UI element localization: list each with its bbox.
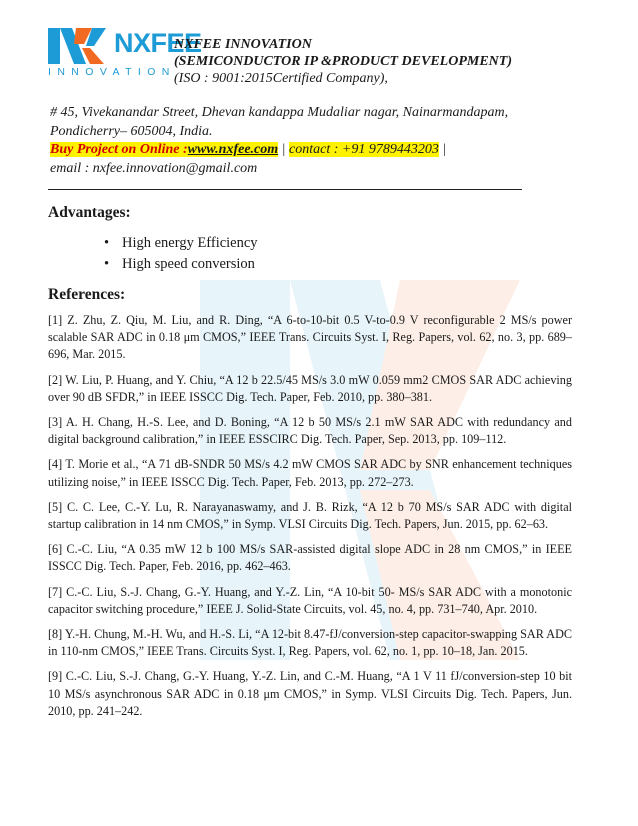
reference-item: [6] C.-C. Liu, “A 0.35 mW 12 b 100 MS/s SAR-assisted digital slope ADC in 28 nm CMOS,” in IEEE ISSCC Dig. Tech. Paper, Feb. 2016, pp. 462–463.	[48, 542, 572, 574]
header-divider	[48, 189, 522, 190]
company-name: NXFEE INNOVATION	[174, 37, 312, 52]
contact-phone: contact : +91 9789443203	[289, 142, 439, 157]
reference-item: [8] Y.-H. Chung, M.-H. Wu, and H.-S. Li, “A 12-bit 8.47-fJ/conversion-step capacitor-swapping SAR ADC in 110-nm CMOS,” IEEE Trans. Circuits Syst. I, Reg. Papers, vol. 62, no. 1, pp. 10–18, Jan. 2015.	[48, 627, 572, 659]
list-item: • High energy Efficiency	[104, 233, 258, 254]
address-block	[50, 104, 508, 178]
reference-item: [3] A. H. Chang, H.-S. Lee, and D. Boning, “A 12 b 50 MS/s 2.1 mW SAR ADC with redundancy and digital background calibration,” in IEEE ESSCIRC Dig. Tech. Paper, Sep. 2013, pp. 109–112.	[48, 415, 572, 447]
reference-item: [5] C. C. Lee, C.-Y. Lu, R. Narayanaswamy, and J. B. Rizk, “A 12 b 70 MS/s SAR ADC with digital startup calibration in 14 nm CMOS,” in Symp. VLSI Circuits Dig. Tech. Papers, Jun. 2015, pp. 62–63.	[48, 499, 572, 532]
reference-item: [2] W. Liu, P. Huang, and Y. Chiu, “A 12 b 22.5/45 MS/s 3.0 mW 0.059 mm2 CMOS SAR ADC achieving over 90 dB SFDR,” in IEEE ISSCC Dig. Tech. Paper, Feb. 2010, pp. 380–381.	[48, 372, 572, 404]
company-block	[174, 36, 512, 87]
reference-item: [9] C.-C. Liu, S.-J. Chang, G.-Y. Huang, Y.-Z. Lin, and C.-M. Huang, “A 1 V 11 fJ/conversion-step 10 bit 10 MS/s asynchronous SAR ADC in 0.18 μm CMOS,” in Symp. VLSI Circuits Dig. Tech. Papers, Jun. 2010, pp. 241–242.	[48, 669, 572, 718]
company-tagline: (SEMICONDUCTOR IP &PRODUCT DEVELOPMENT)	[174, 54, 512, 69]
advantages-list	[104, 233, 258, 275]
reference-item: [4] T. Morie et al., “A 71 dB-SNDR 50 MS/s 4.2 mW CMOS SAR ADC by SNR enhancement techniques utilizing noise,” in IEEE ISSCC Dig. Tech. Paper, Feb. 2013, pp. 272–273.	[48, 457, 572, 489]
reference-item: [1] Z. Zhu, Z. Qiu, M. Liu, and R. Ding, “A 6-to-10-bit 0.5 V-to-0.9 V reconfigurable 2 MS/s power scalable SAR ADC in 0.18 μm CMOS,” IEEE Trans. Circuits Syst. I, Reg. Papers, vol. 62, no. 3, pp. 689–696, Mar. 2015.	[48, 313, 572, 362]
email-line: email : nxfee.innovation@gmail.com	[50, 160, 258, 176]
company-iso: (ISO : 9001:2015Certified Company),	[174, 71, 388, 86]
nxfee-logo	[46, 22, 202, 82]
nx-logo-icon	[46, 22, 116, 66]
separator: |	[438, 142, 447, 157]
reference-item: [7] C.-C. Liu, S.-J. Chang, G.-Y. Huang, and Y.-Z. Lin, “A 10-bit 50- MS/s SAR ADC with a monotonic capacitor switching procedure,” IEEE J. Solid-State Circuits, vol. 45, no. 4, pp. 731–740, Apr. 2010.	[48, 584, 572, 616]
logo-subtitle: INNOVATION	[48, 66, 176, 78]
buy-label: Buy Project on Online :	[50, 142, 188, 157]
address-line-1: # 45, Vivekanandar Street, Dhevan kandappa Mudaliar nagar, Nainarmandapam,	[50, 105, 509, 120]
references-list	[48, 312, 572, 728]
separator: |	[278, 142, 290, 157]
list-item: • High speed conversion	[104, 254, 258, 275]
logo-wordmark: NXFEE	[114, 28, 202, 58]
references-heading: References:	[48, 286, 126, 303]
contact-line	[50, 141, 508, 160]
address-line-2: Pondicherry– 605004, India.	[50, 123, 213, 139]
website-link[interactable]: www.nxfee.com	[187, 142, 279, 157]
advantages-heading: Advantages:	[48, 204, 131, 221]
